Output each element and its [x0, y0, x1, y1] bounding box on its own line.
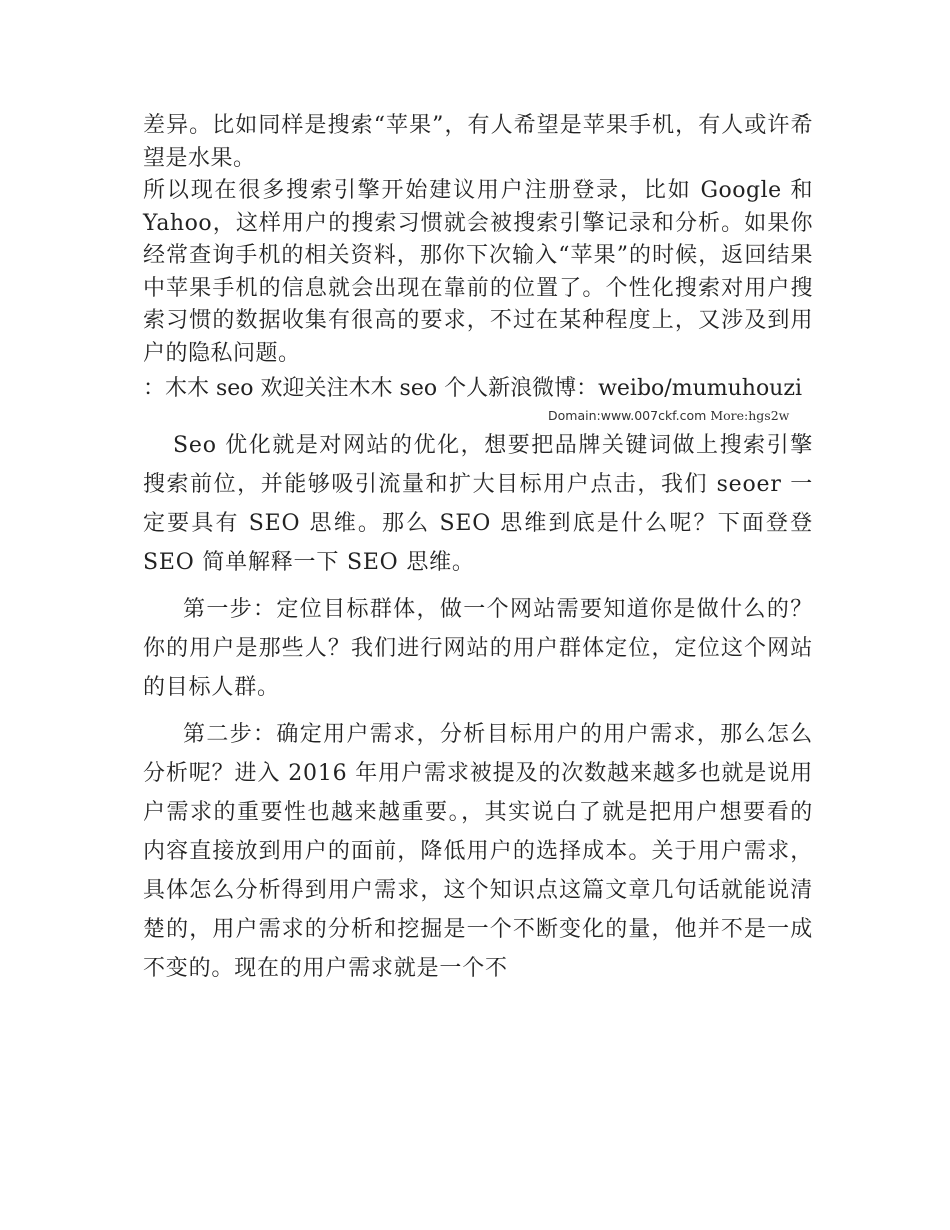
paragraph-step-one: 第一步：定位目标群体，做一个网站需要知道你是做什么的？你的用户是那些人？我们进行网站的用户群体定位，定位这个网站的目标人群。 [143, 597, 813, 700]
paragraph-search-difference: 差异。比如同样是搜索“苹果”，有人希望是苹果手机，有人或许希望是水果。 [143, 113, 813, 171]
intro-section [143, 110, 813, 370]
watermark [548, 408, 789, 424]
paragraph-seo-thinking: Seo 优化就是对网站的优化，想要把品牌关键词做上搜索引擎搜索前位，并能够吸引流量和扩大目标用户点击，我们 seoer 一定要具有 SEO 思维。那么 SEO 思维到底是什么呢？下面登登 SEO 简单解释一下 SEO 思维。 [143, 433, 813, 575]
watermark-more: More:hgs2w [710, 408, 790, 423]
article-body [143, 426, 813, 996]
paragraph-step-two: 第二步：确定用户需求，分析目标用户的用户需求，那么怎么分析呢？进入 2016 年用户需求被提及的次数越来越多也就是说用户需求的重要性也越来越重要。，其实说白了就是把用户想要看的内容直接放到用户的面前，降低用户的选择成本。关于用户需求，具体怎么分析得到用户需求，这个知识点这篇文章几句话就能说清楚的，用户需求的分析和挖掘是一个不断变化的量，他并不是一成不变的。现在的用户需求就是一个不 [143, 722, 813, 981]
paragraph-personalized-search: 所以现在很多搜索引擎开始建议用户注册登录，比如 Google 和 Yahoo，这样用户的搜索习惯就会被搜索引擎记录和分析。如果你经常查询手机的相关资料，那你下次输入“苹果”的时候，返回结果中苹果手机的信息就会出现在靠前的位置了。个性化搜索对用户搜索习惯的数据收集有很高的要求，不过在某种程度上，又涉及到用户的隐私问题。 [143, 178, 813, 366]
watermark-domain: Domain:www.007ckf.com [548, 408, 707, 423]
source-attribution: ：木木 seo 欢迎关注木木 seo 个人新浪微博：weibo/mumuhouzi [143, 376, 802, 401]
